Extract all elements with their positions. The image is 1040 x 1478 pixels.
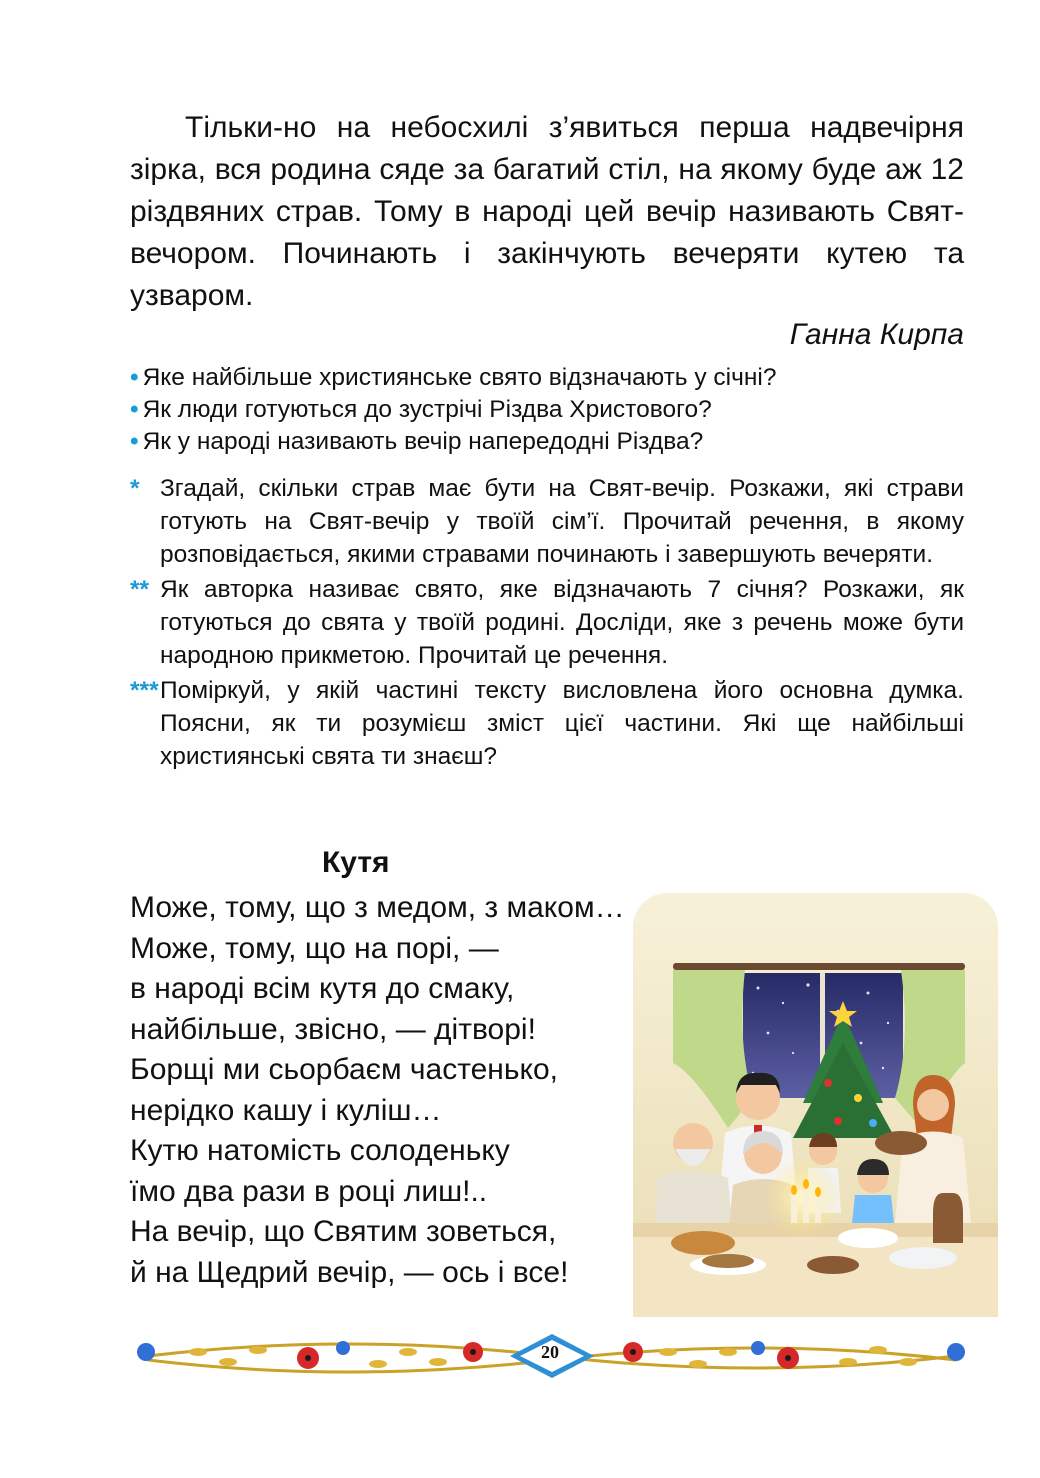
poem-body (130, 888, 690, 1293)
question-item: • Як люди готуються до зустрічі Різдва Христового? (130, 396, 712, 423)
poem-line: Кутю натомість солоденьку (130, 1134, 510, 1167)
poem-line: й на Щедрий вечір, — ось і все! (130, 1255, 569, 1289)
poem-line: в народі всім кутя до смаку, (130, 972, 515, 1005)
poem-line: Може, тому, що на порі, — (130, 931, 499, 965)
task-item (130, 472, 964, 571)
page-number: 20 (541, 1342, 559, 1362)
story-author: Ганна Кирпа (789, 318, 964, 351)
difficulty-stars-icon: ** (130, 576, 150, 603)
bullet-icon: • (130, 364, 139, 391)
task-text: Як авторка називає свято, яке відзначають 7 січня? Розкажи, як готуються до свята у твоїй родині. Досліди, яке з речень може бути народною прикметою. Прочитай це речення. (160, 576, 964, 669)
question-item: • Яке найбільше християнське свято відзначають у січні? (130, 364, 777, 391)
poem-line: На вечір, що Святим зоветься, (130, 1215, 557, 1248)
story-paragraph (130, 107, 964, 317)
task-item (130, 573, 964, 672)
poem-line: нерідко кашу і куліш… (130, 1093, 442, 1127)
story-text: Тільки-но на небосхилі з’явиться перша надвечірня зірка, вся родина сяде за багатий стіл, на якому буде аж 12 різдвяних страв. Тому в народі цей вечір називають Свят-вечором. Починають і закінчують вечеряти кутею та узваром. (130, 111, 964, 312)
poem-line: їмо два рази в році лиш!.. (130, 1174, 488, 1208)
bullet-icon: • (130, 396, 139, 423)
questions-list (130, 362, 964, 458)
poem-line: найбільше, звісно, — дітворі! (130, 1012, 536, 1046)
poem-title: Кутя (322, 846, 390, 879)
difficulty-stars-icon: *** (130, 677, 159, 704)
task-text: Поміркуй, у якій частині тексту висловлена його основна думка. Поясни, як ти розумієш зміст цієї частини. Які ще найбільші християнські свята ти знаєш? (160, 677, 964, 770)
tasks-list (130, 472, 964, 775)
poem-line: Може, тому, що з медом, з маком… (130, 891, 625, 924)
task-item (130, 674, 964, 773)
question-item: • Як у народі називають вечір напередодні Різдва? (130, 428, 704, 455)
christmas-eve-family-icon (633, 893, 998, 1317)
bullet-icon: • (130, 428, 139, 455)
poem-line: Борщі ми сьорбаєм частенько, (130, 1053, 558, 1086)
task-text: Згадай, скільки страв має бути на Свят-вечір. Розкажи, які страви готують на Свят-вечір у твоїй сім’ї. Прочитай речення, в якому розповідається, якими стравами починають і завершують вечеряти. (160, 475, 964, 568)
difficulty-stars-icon: * (130, 475, 140, 502)
